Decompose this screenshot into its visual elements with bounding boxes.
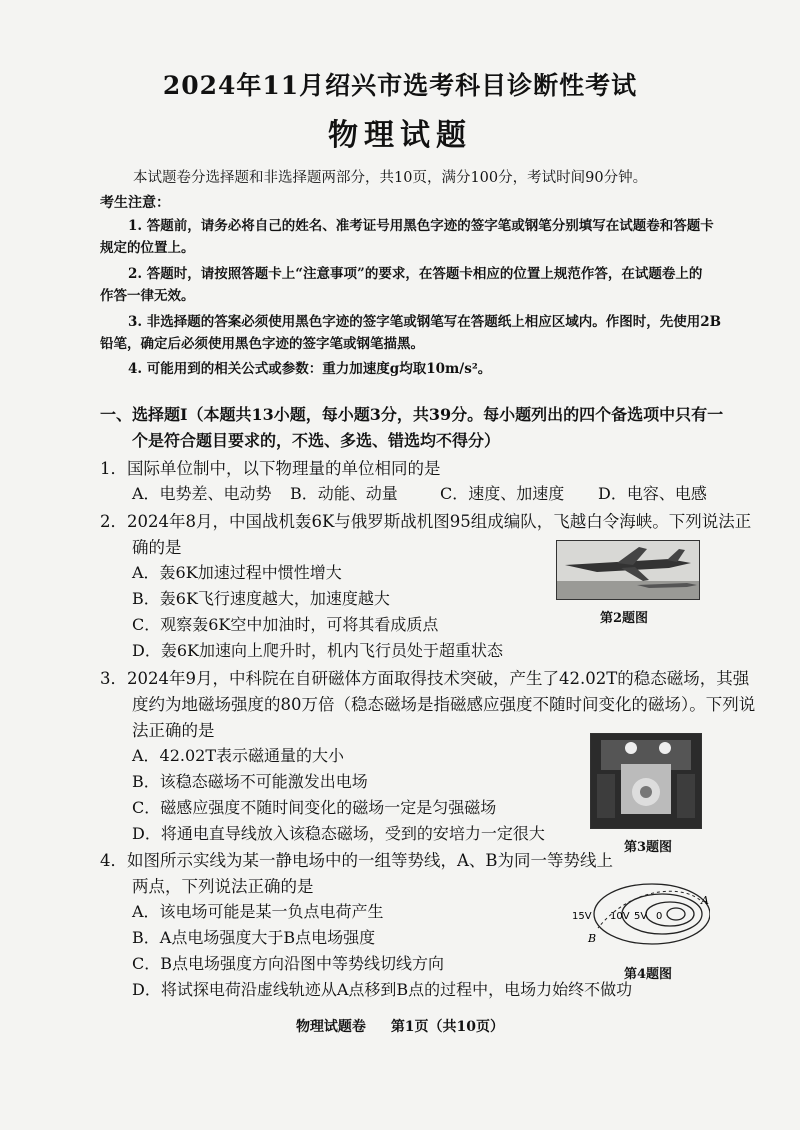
label-0v: 0 <box>656 911 663 922</box>
q2-figure-aircraft <box>556 540 700 600</box>
footer-page-number: 第1页（共10页） <box>390 1019 505 1035</box>
equipotential-diagram <box>570 866 710 946</box>
q4-option-a: A．该电场可能是某一负点电荷产生 <box>132 902 384 921</box>
note-3-line-1: 3. 非选择题的答案必须使用黑色字迹的签字笔或钢笔写在答题纸上相应区域内。作图时，先使用2B <box>128 314 722 330</box>
note-1-line-1: 1. 答题前，请务必将自己的姓名、准考证号用黑色字迹的签字笔或钢笔分别填写在试题卷和答题卡 <box>128 218 714 234</box>
equipotential-line-5v <box>646 902 694 926</box>
q2-option-c: C．观察轰6K空中加油时，可将其看成质点 <box>132 615 439 634</box>
label-point-b: B <box>588 932 597 945</box>
notice-heading: 考生注意： <box>100 195 170 211</box>
q3-stem-line-1: 3．2024年9月，中科院在自研磁体方面取得技术突破，产生了42.02T的稳态磁场，其强 <box>100 669 750 688</box>
equipotential-line-0v <box>667 908 685 920</box>
q4-option-b: B．A点电场强度大于B点电场强度 <box>132 928 376 947</box>
q4-stem-line-1: 4．如图所示实线为某一静电场中的一组等势线，A、B为同一等势线上 <box>100 851 614 870</box>
q4-option-d: D．将试探电荷沿虚线轨迹从A点移到B点的过程中，电场力始终不做功 <box>132 980 633 999</box>
q2-figure-caption: 第2题图 <box>600 611 649 626</box>
subject-title: 物理试题 <box>328 118 472 153</box>
note-2-line-2: 作答一律无效。 <box>100 288 195 304</box>
q4-figure-equipotential <box>570 866 710 946</box>
q2-option-b: B．轰6K飞行速度越大，加速度越大 <box>132 589 390 608</box>
section-heading-line-1: 一、选择题Ⅰ（本题共13小题，每小题3分，共39分。每小题列出的四个备选项中只有一 <box>100 405 724 424</box>
q4-stem-line-2: 两点，下列说法正确的是 <box>132 877 314 896</box>
q1-stem: 1．国际单位制中，以下物理量的单位相同的是 <box>100 459 441 478</box>
q3-stem-line-2: 度约为地磁场强度的80万倍（稳态磁场是指磁感应强度不随时间变化的磁场）。下列说 <box>132 695 756 714</box>
label-point-a: A <box>701 894 709 907</box>
section-heading-line-2: 个是符合题目要求的，不选、多选、错选均不得分） <box>132 431 501 450</box>
q2-stem-line-2: 确的是 <box>132 538 182 557</box>
q2-option-d: D．轰6K加速向上爬升时，机内飞行员处于超重状态 <box>132 641 503 660</box>
magnet-image <box>591 734 701 828</box>
aircraft-image <box>557 541 699 599</box>
note-3-line-2: 铅笔，确定后必须使用黑色字迹的签字笔或钢笔描黑。 <box>100 336 424 352</box>
q4-option-c: C．B点电场强度方向沿图中等势线切线方向 <box>132 954 445 973</box>
q1-option-a: A．电势差、电动势 <box>132 484 272 503</box>
q3-option-c: C．磁感应强度不随时间变化的磁场一定是匀强磁场 <box>132 798 497 817</box>
note-4: 4. 可能用到的相关公式或参数：重力加速度g均取10m/s²。 <box>128 361 492 377</box>
q2-option-a: A．轰6K加速过程中惯性增大 <box>132 563 342 582</box>
q4-figure-caption: 第4题图 <box>624 967 673 982</box>
q1-option-d: D．电容、电感 <box>598 484 707 503</box>
q2-stem-line-1: 2．2024年8月，中国战机轰6K与俄罗斯战机图95组成编队，飞越白令海峡。下列说法正 <box>100 512 752 531</box>
page-footer <box>0 1016 800 1036</box>
label-5v: 5V <box>634 911 648 922</box>
label-15v: 15V <box>572 911 592 922</box>
q3-figure-caption: 第3题图 <box>624 840 673 855</box>
q3-option-b: B．该稳态磁场不可能激发出电场 <box>132 772 368 791</box>
q3-figure-magnet <box>590 733 702 829</box>
q3-option-a: A．42.02T表示磁通量的大小 <box>132 746 345 765</box>
label-10v: 10V <box>610 911 630 922</box>
q1-option-b: B．动能、动量 <box>290 484 398 503</box>
note-2-line-1: 2. 答题时，请按照答题卡上“注意事项”的要求，在答题卡相应的位置上规范作答，在试题卷上的 <box>128 266 703 282</box>
q3-stem-line-3: 法正确的是 <box>132 721 215 740</box>
exam-summary: 本试题卷分选择题和非选择题两部分，共10页，满分100分，考试时间90分钟。 <box>133 170 648 186</box>
trajectory-path <box>598 891 700 928</box>
q3-option-d: D．将通电直导线放入该稳态磁场，受到的安培力一定很大 <box>132 824 545 843</box>
footer-paper-name: 物理试题卷 <box>295 1019 366 1035</box>
exam-title: 2024年11月绍兴市选考科目诊断性考试 <box>162 71 638 100</box>
q1-option-c: C．速度、加速度 <box>440 484 565 503</box>
note-1-line-2: 规定的位置上。 <box>100 240 195 256</box>
